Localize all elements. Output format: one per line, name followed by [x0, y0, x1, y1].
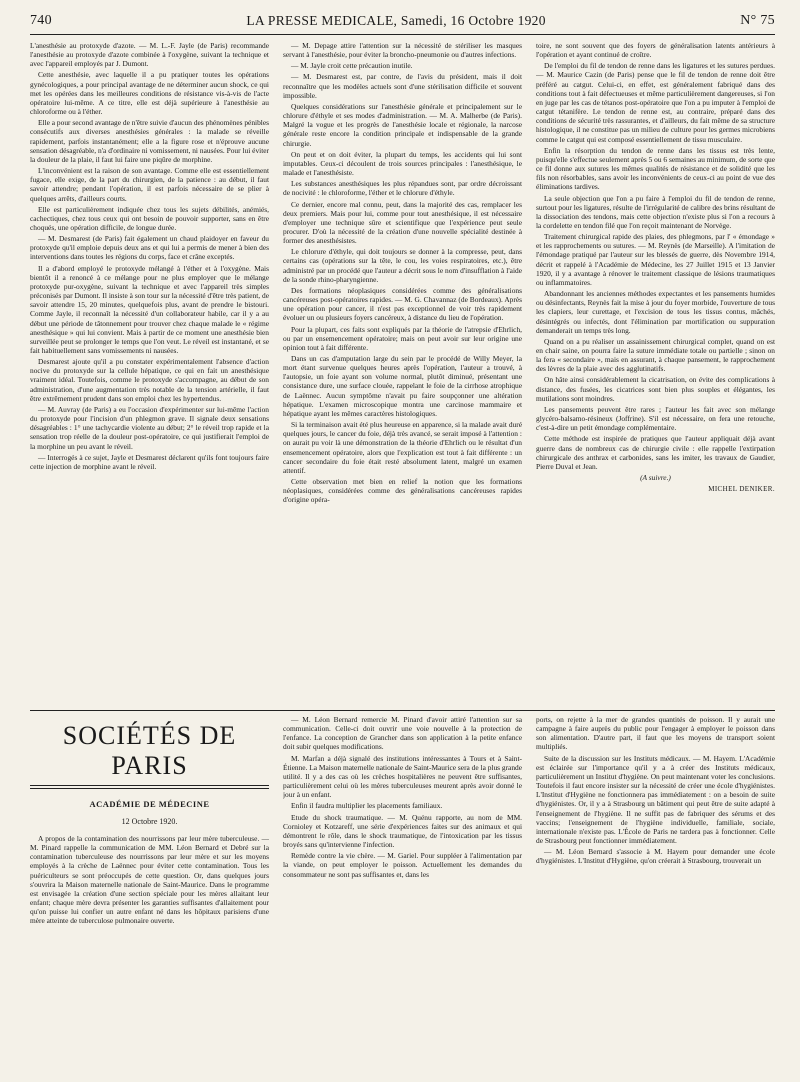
paragraph: Enfin il faudra multiplier les placements familiaux.	[291, 801, 443, 811]
paragraph: — Interrogés à ce sujet, Jayle et Desmarest déclarent qu'ils font toujours faire cette injection de morphine avant le réveil.	[30, 452, 269, 471]
paragraph: Pour la plupart, ces faits sont expliqués par la théorie de l'atrepsie d'Ehrlich, ou par un ensemencement opératoire; mais on peut avoir sur leur origine une opinion tout à fait différente.	[283, 324, 522, 352]
journal-page	[30, 10, 775, 1075]
academie-heading: ACADÉMIE DE MÉDECINE	[89, 799, 210, 809]
paragraph: Abandonnant les anciennes méthodes expectantes et les pansements humides ou désinfectants, Reynès fait la mise à jour du foyer morbide, l'ouverture de tous les clapiers, leur curettage, et l'excision de tous les tissus contus, mâchés, désintégrés ou infectés, dont l'élimination par mortification ou suppuration demanderait un temps très long.	[536, 289, 775, 335]
paragraph: — M. Desmarest (de Paris) fait également un chaud plaidoyer en faveur du protoxyde qu'il emploie depuis deux ans et qui lui a permis de mener à bien des interventions dans toutes les régions du corps, face et crâne exceptés.	[30, 234, 269, 262]
paragraph: On hâte ainsi considérablement la cicatrisation, on évite des complications à distance, des fusées, les cicatrices sont bien plus souples et élégantes, les mutilations sont moindres.	[536, 375, 775, 403]
paragraph: A propos de la contamination des nourrissons par leur mère tuberculeuse. — M. Pinard rappelle la communication de MM. Léon Bernard et Debré sur la contamination tuberculeuse des nourrissons par leur mère et sur les moyens employés à la crèche de Laënnec pour éviter cette contamination. Tous les puériculteurs se sont préoccupés de cette question. Or, dans quelques jours s'ouvrira la Maison maternelle nationale de Saint-Maurice. Dans le programme est envisagée la création d'une section spéciale pour les mères allaitant leur enfant; chaque mère devra présenter les garanties suffisantes d'allaitement pour qu'on puisse lui confier un autre enfant né dans les hôpitaux parisiens d'une mère atteinte de tuberculose pulmonaire ouverte.	[30, 834, 269, 926]
paragraph: On peut et on doit éviter, la plupart du temps, les accidents qui lui sont imputables. Ceux-ci découlent de trois sources principales : l'anesthésique, le malade et l'anesthésiste.	[283, 149, 522, 178]
paragraph: — M. Jayle croit cette précaution inutile.	[291, 61, 413, 71]
paragraph: Desmarest ajoute qu'il a pu constater expérimentalement l'absence d'action nocive du protoxyde sur la cellule hépatique, ce qui en fait un anesthésique vraiment idéal. Toutefois, comme le protoxyde s'accompagne, au début de son administration, d'une augmentation très notable de la tension artérielle, il faut être extrêmement prudent dans son emploi chez les hypertendus.	[30, 357, 269, 403]
session-date: 12 Octobre 1920.	[121, 817, 178, 826]
issue-number: N° 75	[740, 13, 775, 28]
paragraph: Il a d'abord employé le protoxyde mélangé à l'éther et à l'oxygène. Mais bientôt il a renoncé à ce mélange pour ne plus employer que le mélange protoxyde pur-oxygène, suivant la technique et avec l'appareil très simples préconisés par Dumont. Il insiste à son tour sur la nécessité d'être très patient, de savoir attendre 15, 20 minutes, quelquefois plus, avant de prendre le bistouri. Comme Jayle, il reconnaît la nécessité d'un collaborateur habile, car il y a au début une période de tâtonnement pour trouver chez chaque malade le « régime anesthésique » qui lui convient. Mais à partir de ce moment une anesthésie bien surveillée peut se prolonger le temps que l'on veut. Le réveil est instantané, et se fait habituellement sans vomissements ni nausées.	[30, 263, 269, 355]
paragraph: Ce dernier, encore mal connu, peut, dans la majorité des cas, remplacer les deux premiers. Mais pour lui, comme pour tout anesthésique, il est nécessaire d'employer une technique sûre et scientifique que l'expérience peut seule procurer. D'où la nécessité de la création d'une nouvelle spécialité destinée à former des anesthésistes.	[283, 199, 522, 246]
paragraph: ports, on rejette à la mer de grandes quantités de poisson. Il y aurait une campagne à faire auprès du public pour l'engager à employer le poisson dans son alimentation. D'autre part, il faut que les moyens de transport soient multipliés.	[536, 715, 775, 752]
paragraph: Si la terminaison avait été plus heureuse en apparence, si la malade avait duré quelques jours, le cancer du foie, déjà très avancé, se serait imposé à l'attention : on aurait pu voir là une démonstration de la théorie d'Ehrlich ou le résultat d'un ensemencement opératoire, alors que l'explication est tout à fait différente : un cancer secondaire du foie était resté absolument latent, malgré un examen attentif.	[283, 420, 522, 475]
paragraph: — M. Depage attire l'attention sur la nécessité de stériliser les masques servant à l'anesthésie, pour éviter la broncho-pneumonie ou d'autres infections.	[283, 41, 522, 60]
paragraph: Remède contre la vie chère. — M. Gariel. Pour suppléer à l'alimentation par la viande, on peut employer le poisson. Actuellement les demandes du consommateur ne sont pas suffisantes et, dans les	[283, 851, 522, 879]
paragraph: L'inconvénient est la raison de son avantage. Comme elle est essentiellement fugace, elle exige, de la part du chirurgien, de la patience : au début, il faut savoir attendre; pendant l'opération, il est parfois nécessaire de se plier à quelques arrêts, d'ailleurs courts.	[30, 166, 269, 203]
paragraph: toire, ne sont souvent que des foyers de généralisation latents antérieurs à l'opération et ayant continué de croître.	[536, 41, 775, 60]
bottom-column-2	[283, 715, 522, 1075]
column-3	[536, 41, 775, 706]
paragraph: Des formations néoplasiques considérées comme des généralisations cancéreuses post-opératoires rapides. — M. G. Chavannaz (de Bordeaux). Après une opération pour cancer, il n'est pas exceptionnel de voir très rapidement évoluer un ou plusieurs foyers cancéreux, à distance du lieu de l'opération.	[283, 285, 522, 323]
paragraph: La seule objection que l'on a pu faire à l'emploi du fil de tendon de renne, surtout pour les ligatures, résulte de l'irrégularité de calibre des brins résultant de la dissociation des tendons, mais cette objection n'existe plus si l'on a recours à la cordelette en tendon filé que l'on reçoit maintenant de Norvège.	[536, 193, 775, 230]
to-be-continued: (A suivre.)	[640, 473, 671, 483]
paragraph: — M. Léon Bernard remercie M. Pinard d'avoir attiré l'attention sur sa communication. Celle-ci doit ouvrir une voie nouvelle à la protection de l'enfance. La conception de Grancher dans son application à la petite enfance doit subir quelques modifications.	[283, 715, 522, 752]
paragraph: M. Marfan a déjà signalé des institutions intéressantes à Tours et à Saint-Étienne. La Maison maternelle nationale de Saint-Maurice sera de la plus grande utilité. Il y a des cas où les crèches hospitalières ne peuvent être suffisantes, particulièrement celui où les mères tuberculeuses meurent après avoir donné le jour à un enfant.	[283, 753, 522, 800]
paragraph: De l'emploi du fil de tendon de renne dans les ligatures et les sutures perdues. — M. Maurice Cazin (de Paris) pense que le fil de tendon de renne doit être préféré au catgut. Celui-ci, en effet, est généralement fabriqué dans des conditions tout à fait défectueuses et même particulièrement dangereuses, si l'on en juge par les cas de tétanos post-opératoire que l'on a pu imputer à l'emploi de catgut tétanifère. Le tendon de renne est, au contraire, préparé dans des conditions de sécurité très rassurantes, et d'ailleurs, du fait même de sa structure histologique, il ne constitue pas un milieu de culture pour les germes microbiens comme le catgut qui est composé essentiellement de tissu musculaire.	[536, 61, 775, 144]
paragraph: Elle est particulièrement indiquée chez tous les sujets débilités, anémiés, cachectiques, chez tous ceux qui ont besoin de pouvoir supporter, sans en être choqués, une opération difficile, de longue durée.	[30, 204, 269, 232]
paragraph: — M. Léon Bernard s'associe à M. Hayem pour demander une école d'hygiénistes. L'Institut d'Hygiène, qu'on créerait à Strasbourg, trouverait un	[536, 847, 775, 866]
paragraph: Les substances anesthésiques les plus répandues sont, par ordre décroissant de nocivité : le chloroforme, l'éther et le chlorure d'éthyle.	[283, 179, 522, 198]
page-header	[30, 10, 775, 35]
paragraph: Dans un cas d'amputation large du sein par le procédé de Willy Meyer, la mort étant survenue quelques heures après l'opération, l'auteur a trouvé, à l'autopsie, un foie ayant son volume normal, plutôt diminué, présentant une consistance dure, une surface clouée, rappelant le foie de la cirrhose atrophique de Laënnec. Aucun symptôme n'avait pu faire soupçonner une altération hépatique. L'examen microscopique montra une carcinose mammaire et hépatique ayant les mêmes caractères histologiques.	[283, 354, 522, 418]
paragraph: Etude du shock traumatique. — M. Quénu rapporte, au nom de MM. Cornioley et Kotzareff, une série d'expériences faites sur des animaux et qui démontrent le rôle, dans le shock traumatique, de l'intoxication par les tissus broyés sans qu'intervienne l'infection.	[283, 812, 522, 850]
paragraph: Enfin la résorption du tendon de renne dans les tissus est très lente, puisqu'elle s'effectue seulement après 5 ou 6 semaines au minimum, de sorte que ce fil donne aux sutures les mêmes qualités de résistance et de solidité que les fils non résorbables, sans avoir les inconvénients de ceux-ci au point de vue des éliminations tardives.	[536, 145, 775, 192]
bottom-column-1	[30, 715, 269, 1075]
journal-title: LA PRESSE MEDICALE, Samedi, 16 Octobre 1920	[246, 13, 546, 28]
section-title: SOCIÉTÉS DE PARIS	[62, 721, 237, 780]
title-divider	[30, 785, 269, 789]
article-columns	[30, 41, 775, 706]
column-1	[30, 41, 269, 706]
paragraph: Cette méthode est inspirée de pratiques que l'auteur appliquait déjà avant guerre dans de nombreux cas de chirurgie civile : elle rappelle l'extirpation chirurgicale des anthrax et carbonides, sans les imiter, les travaux de Gaudier, Pierre Duval et Jean.	[536, 434, 775, 471]
page-number: 740	[30, 13, 52, 28]
section-rule	[30, 710, 775, 711]
paragraph: Suite de la discussion sur les Instituts médicaux. — M. Hayem. L'Académie est éclairée sur l'importance qu'il y a à créer des Instituts médicaux, particulièrement un Institut d'hygiène. On peut maintenant voter les conclusions. Toutefois il faut encore insister sur la nécessité de créer une école d'hygiénistes. L'Institut d'Hygiène ne fonctionnera pas immédiatement : on a besoin de suite d'hygiénistes. Or, il y a à Strasbourg un bâtiment qui peut être de suite adapté à l'enseignement de l'hygiène. Il ne suffit pas de fabriquer des sérums et des vaccins; l'enseignement de l'hygiène individuelle, familiale, sociale, internationale n'existe pas. L'École de Paris ne tardera pas à fonctionner. Celle de Strasbourg peut fonctionner immédiatement.	[536, 753, 775, 846]
column-2	[283, 41, 522, 706]
paragraph: Quelques considérations sur l'anesthésie générale et principalement sur le chlorure d'éthyle et ses modes d'administration. — M. A. Malherbe (de Paris). Malgré la vogue et les progrès de l'anesthésie locale et régionale, la narcose générale reste encore la condition principale et indispensable de la grande chirurgie.	[283, 101, 522, 148]
paragraph: — M. Auvray (de Paris) a eu l'occasion d'expérimenter sur lui-même l'action du protoxyde pour l'incision d'un phlegmon grave. Il signale deux sensations désagréables : 1° une tachycardie violente au début; 2° le réveil trop rapide et la sensation trop réelle de la douleur post-opératoire, ce qui justifierait l'emploi de la morphine un peu avant le réveil.	[30, 404, 269, 451]
paragraph: Le chlorure d'éthyle, qui doit toujours se donner à la compresse, peut, dans certains cas (opérations sur la tête, le cou, les voies respiratoires, etc.), être administré par un procédé que l'auteur a décrit sous le nom d'insufflation à l'aide de la sonde rhino-pharyngienne.	[283, 247, 522, 284]
author-signature: MICHEL DENIKER.	[708, 485, 775, 494]
paragraph: — M. Desmarest est, par contre, de l'avis du président, mais il doit reconnaître que les modèles actuels sont d'une stérilisation difficile et souvent impossible.	[283, 72, 522, 100]
paragraph: Cette observation met bien en relief la notion que les formations néoplasiques, considérées comme des généralisations cancéreuses rapides d'origine opéra-	[283, 477, 522, 505]
paragraph: L'anesthésie au protoxyde d'azote. — M. L.-F. Jayle (de Paris) recommande l'anesthésie au protoxyde d'azote combinée à l'oxygène, suivant la technique et avec l'appareil employés par J. Dumont.	[30, 41, 269, 69]
paragraph: Quand on a pu réaliser un assainissement chirurgical complet, quand on est en chair saine, on pourra faire la suture immédiate totale ou partielle ; sinon on la fera « secondaire », mais en assurant, à chaque pansement, le rapprochement des lèvres de la plaie avec des agglutinatifs.	[536, 336, 775, 374]
paragraph: Les pansements peuvent être rares ; l'auteur les fait avec son mélange glycéro-balsamo-résineux (Joffrine). S'il est nécessaire, on fera une retouche, c'est-à-dire un petit émondage complémentaire.	[536, 404, 775, 433]
paragraph: Traitement chirurgical rapide des plaies, des phlegmons, par l' « émondage » et les rapprochements ou sutures. — M. Reynès (de Marseille). A l'imitation de l'émondage pratiqué par l'auteur sur les blessés de guerre, dès Novembre 1914, décrit et rappelé à l'Académie de Médecine, les 27 Juillet 1915 et 13 Janvier 1920, il y a avantage à rénover le traitement classique de lésions traumatiques ou inflammatoires.	[536, 232, 775, 287]
paragraph: Elle a pour second avantage de n'être suivie d'aucun des phénomènes pénibles consécutifs aux diverses anesthésies générales : la malade se réveille rapidement, parfois instantanément; elle a la figure rose et n'éprouve aucune sensation désagréable, n'a d'ordinaire ni vomissement, ni nausées. Pour lui éviter la douleur de la plaie, il faut lui faire une piqûre de morphine.	[30, 118, 269, 164]
societes-section	[30, 715, 775, 1075]
bottom-column-3	[536, 715, 775, 1075]
paragraph: Cette anesthésie, avec laquelle il a pu pratiquer toutes les opérations gynécologiques, a pour principal avantage de ne déterminer aucun shock, ce qui met les opérées dans les meilleures conditions de résistance vis-à-vis de l'acte opératoire lui-même. A ce titre, elle est déjà supérieure à l'anesthésie au chloroforme ou à l'éther.	[30, 70, 269, 117]
